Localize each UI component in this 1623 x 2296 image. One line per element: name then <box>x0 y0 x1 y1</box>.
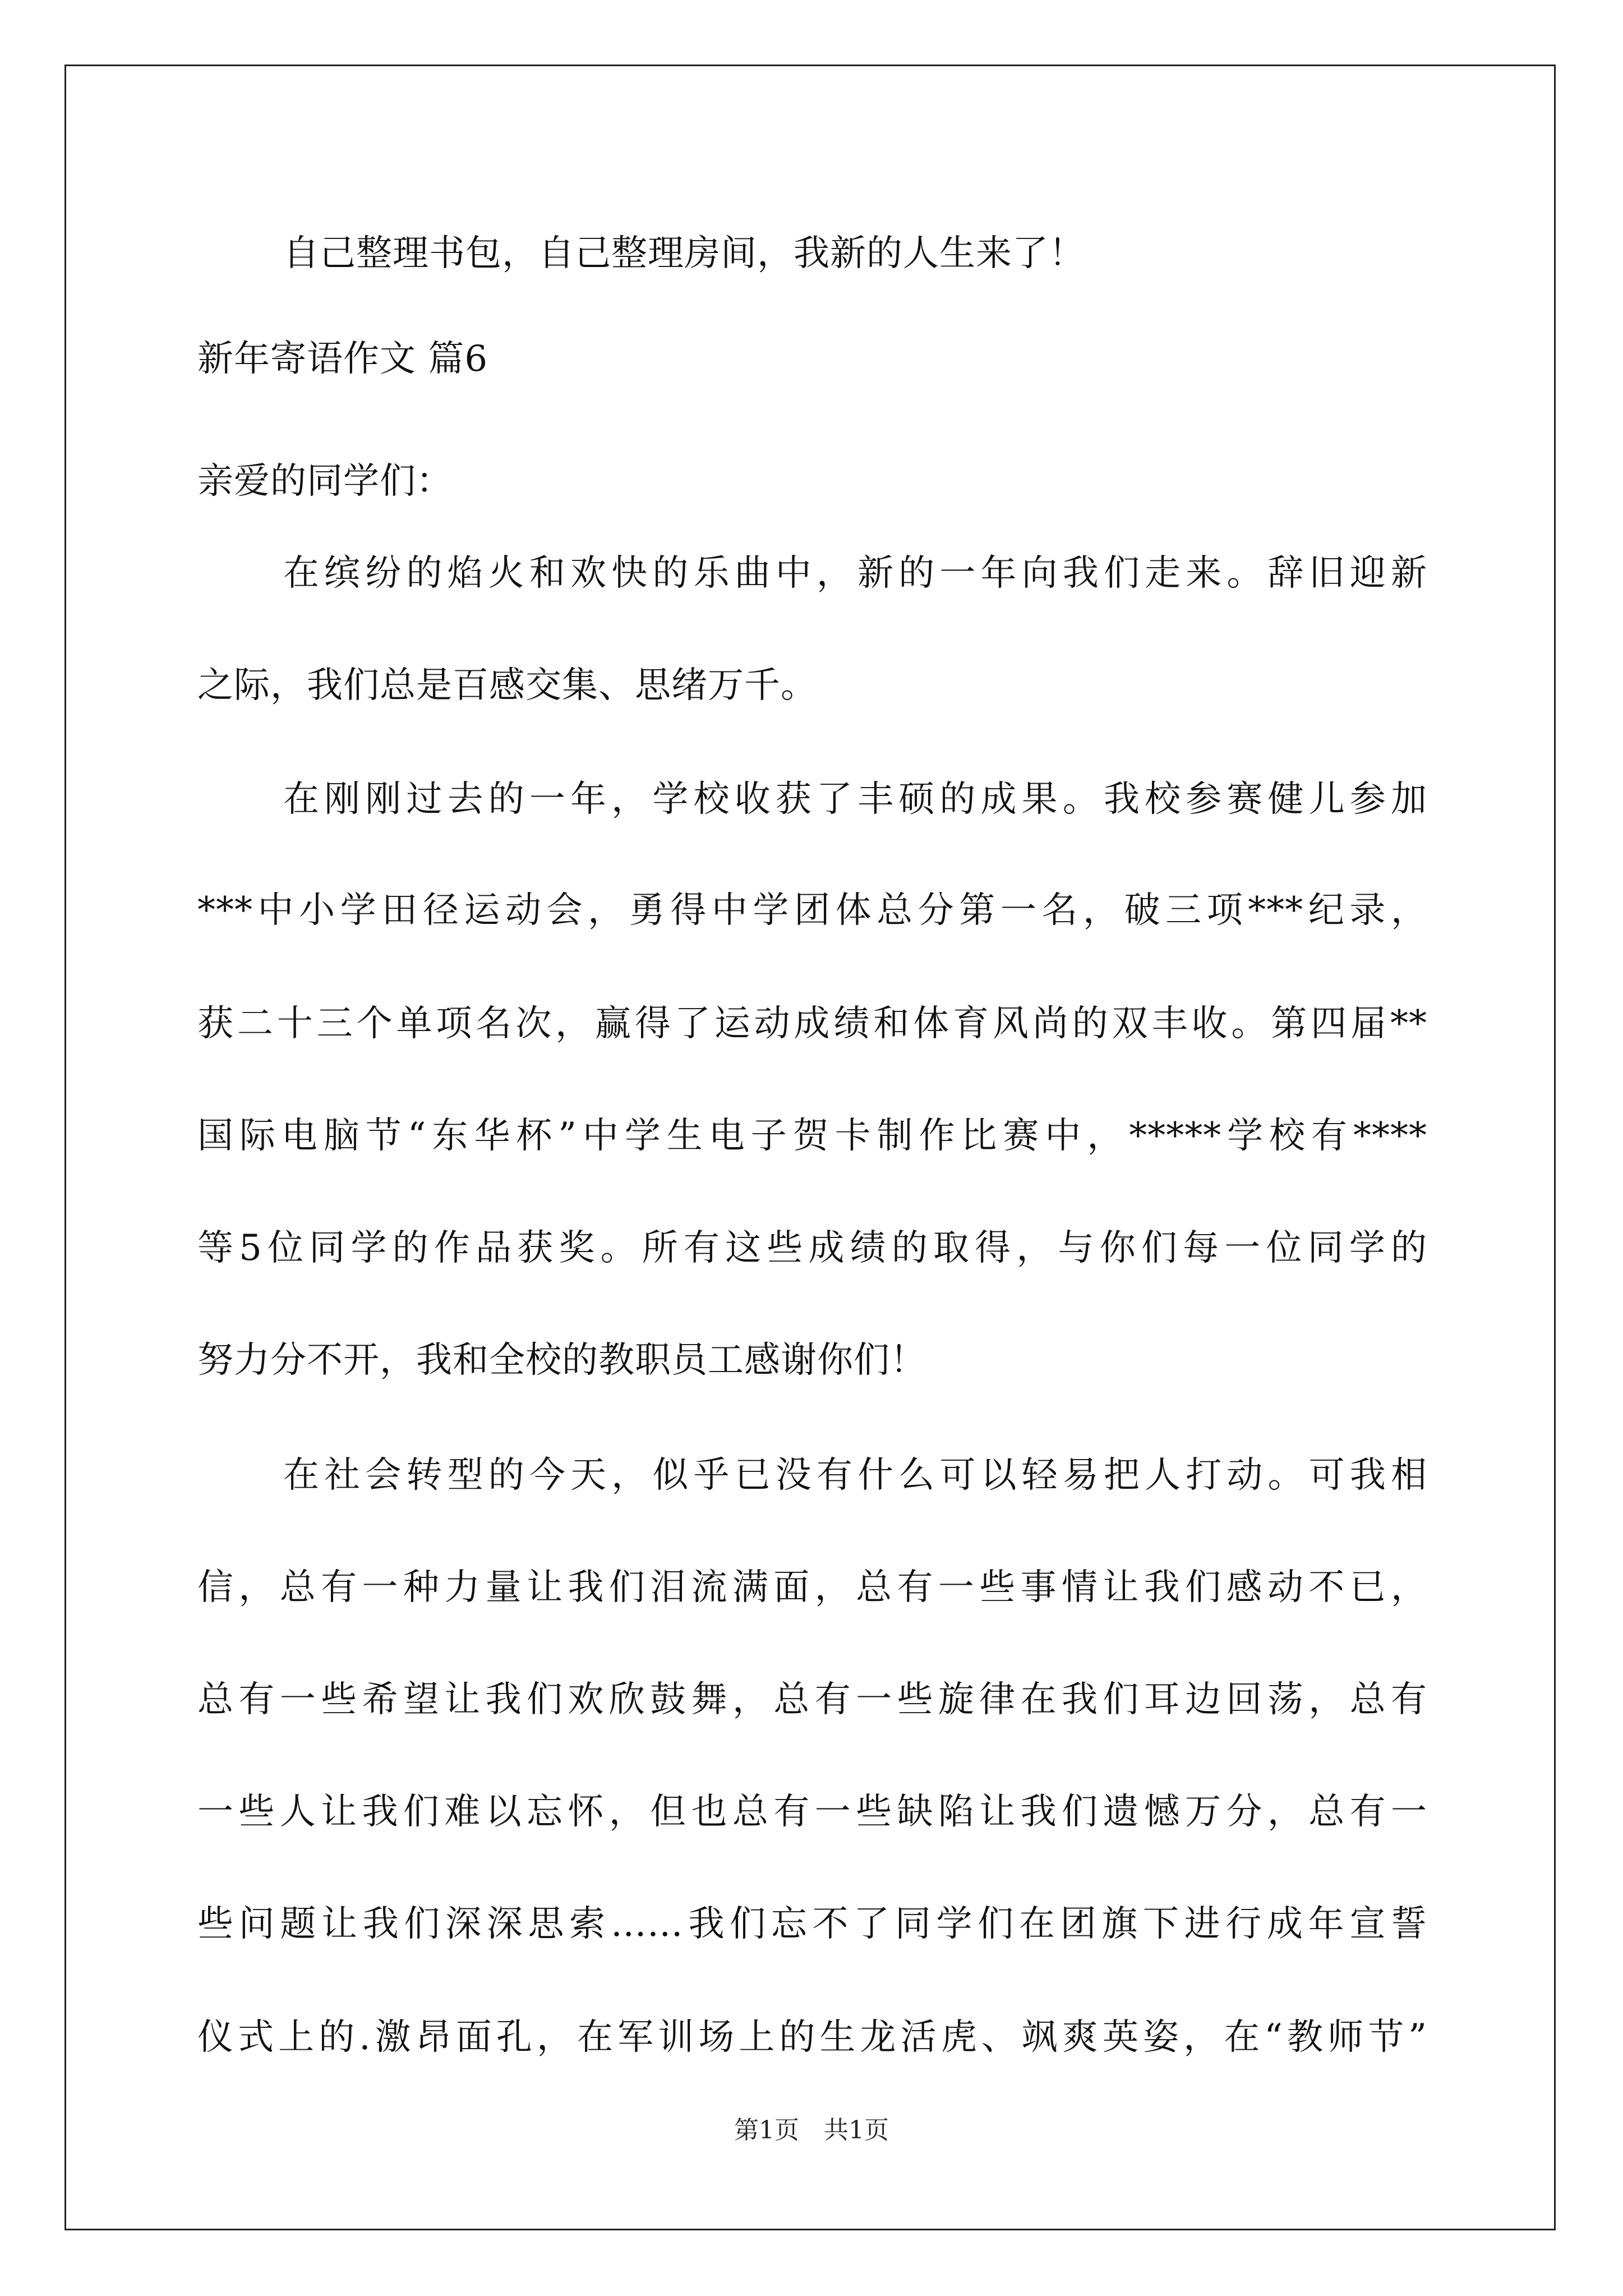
section-heading: 新年寄语作文 篇6 <box>197 338 488 380</box>
paragraph-line: 努力分不开，我和全校的教职员工感谢你们！ <box>197 1340 926 1381</box>
paragraph-line: 些问题让我们深深思索……我们忘不了同学们在团旗下进行成年宣誓 <box>197 1903 1427 1945</box>
paragraph-line: 获二十三个单项名次，赢得了运动成绩和体育风尚的双丰收。第四届** <box>197 1003 1427 1045</box>
paragraph-line: 等5位同学的作品获奖。所有这些成绩的取得，与你们每一位同学的 <box>197 1227 1427 1269</box>
salutation: 亲爱的同学们： <box>197 461 453 502</box>
paragraph-line: 在缤纷的焰火和欢快的乐曲中，新的一年向我们走来。辞旧迎新 <box>283 553 1427 594</box>
paragraph-line: 在社会转型的今天，似乎已没有什么可以轻易把人打动。可我相 <box>283 1455 1427 1496</box>
paragraph-line: 一些人让我们难以忘怀，但也总有一些缺陷让我们遗憾万分，总有一 <box>197 1791 1427 1833</box>
paragraph-line: 仪式上的.激昂面孔，在军训场上的生龙活虎、飒爽英姿，在“教师节” <box>197 2017 1427 2058</box>
paragraph-line: 在刚刚过去的一年，学校收获了丰硕的成果。我校参赛健儿参加 <box>283 779 1427 820</box>
paragraph-line: ***中小学田径运动会，勇得中学团体总分第一名，破三项***纪录， <box>197 890 1427 931</box>
paragraph-line: 之际，我们总是百感交集、思绪万千。 <box>197 665 817 706</box>
page-number: 第1页 共1页 <box>734 2116 889 2145</box>
paragraph-line: 自己整理书包，自己整理房间，我新的人生来了！ <box>283 233 1085 274</box>
paragraph-line: 总有一些希望让我们欢欣鼓舞，总有一些旋律在我们耳边回荡，总有 <box>197 1679 1427 1720</box>
paragraph-line: 国际电脑节“东华杯”中学生电子贺卡制作比赛中，*****学校有**** <box>197 1115 1427 1157</box>
paragraph-line: 信，总有一种力量让我们泪流满面，总有一些事情让我们感动不已， <box>197 1567 1427 1608</box>
